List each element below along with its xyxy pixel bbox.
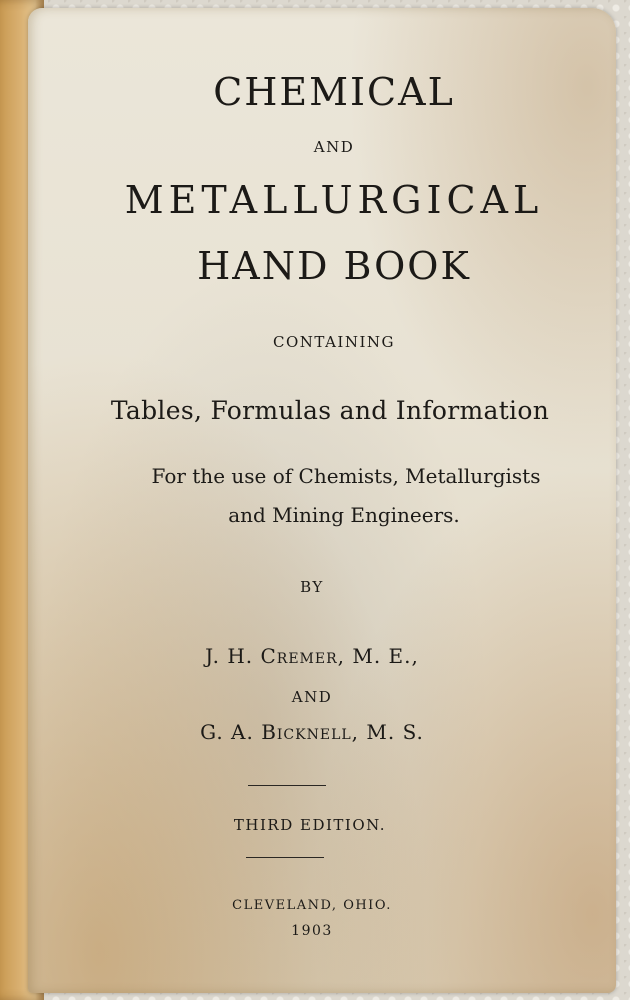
divider-rule-top (248, 785, 326, 786)
purpose-line-1: For the use of Chemists, Metallurgists (151, 464, 541, 488)
title-page (28, 8, 616, 993)
subtitle-tables-formulas: Tables, Formulas and Information (110, 396, 550, 425)
author-2: G. A. Bicknell, M. S. (200, 720, 424, 744)
title-line-chemical: CHEMICAL (213, 70, 455, 114)
publication-year: 1903 (291, 923, 333, 939)
title-line-metallurgical: METALLURGICAL (124, 178, 544, 222)
title-line-hand-book: HAND BOOK (197, 244, 471, 288)
publication-place: CLEVELAND, OHIO. (232, 898, 392, 913)
divider-rule-bottom (246, 857, 324, 858)
edition-label: THIRD EDITION. (233, 816, 387, 834)
containing-label: CONTAINING (273, 333, 395, 351)
by-label: BY (300, 578, 324, 596)
author-conjunction-and: AND (291, 688, 333, 706)
author-1: J. H. Cremer, M. E., (205, 644, 419, 668)
purpose-line-2: and Mining Engineers. (228, 503, 460, 527)
title-conjunction-and: AND (313, 138, 355, 156)
